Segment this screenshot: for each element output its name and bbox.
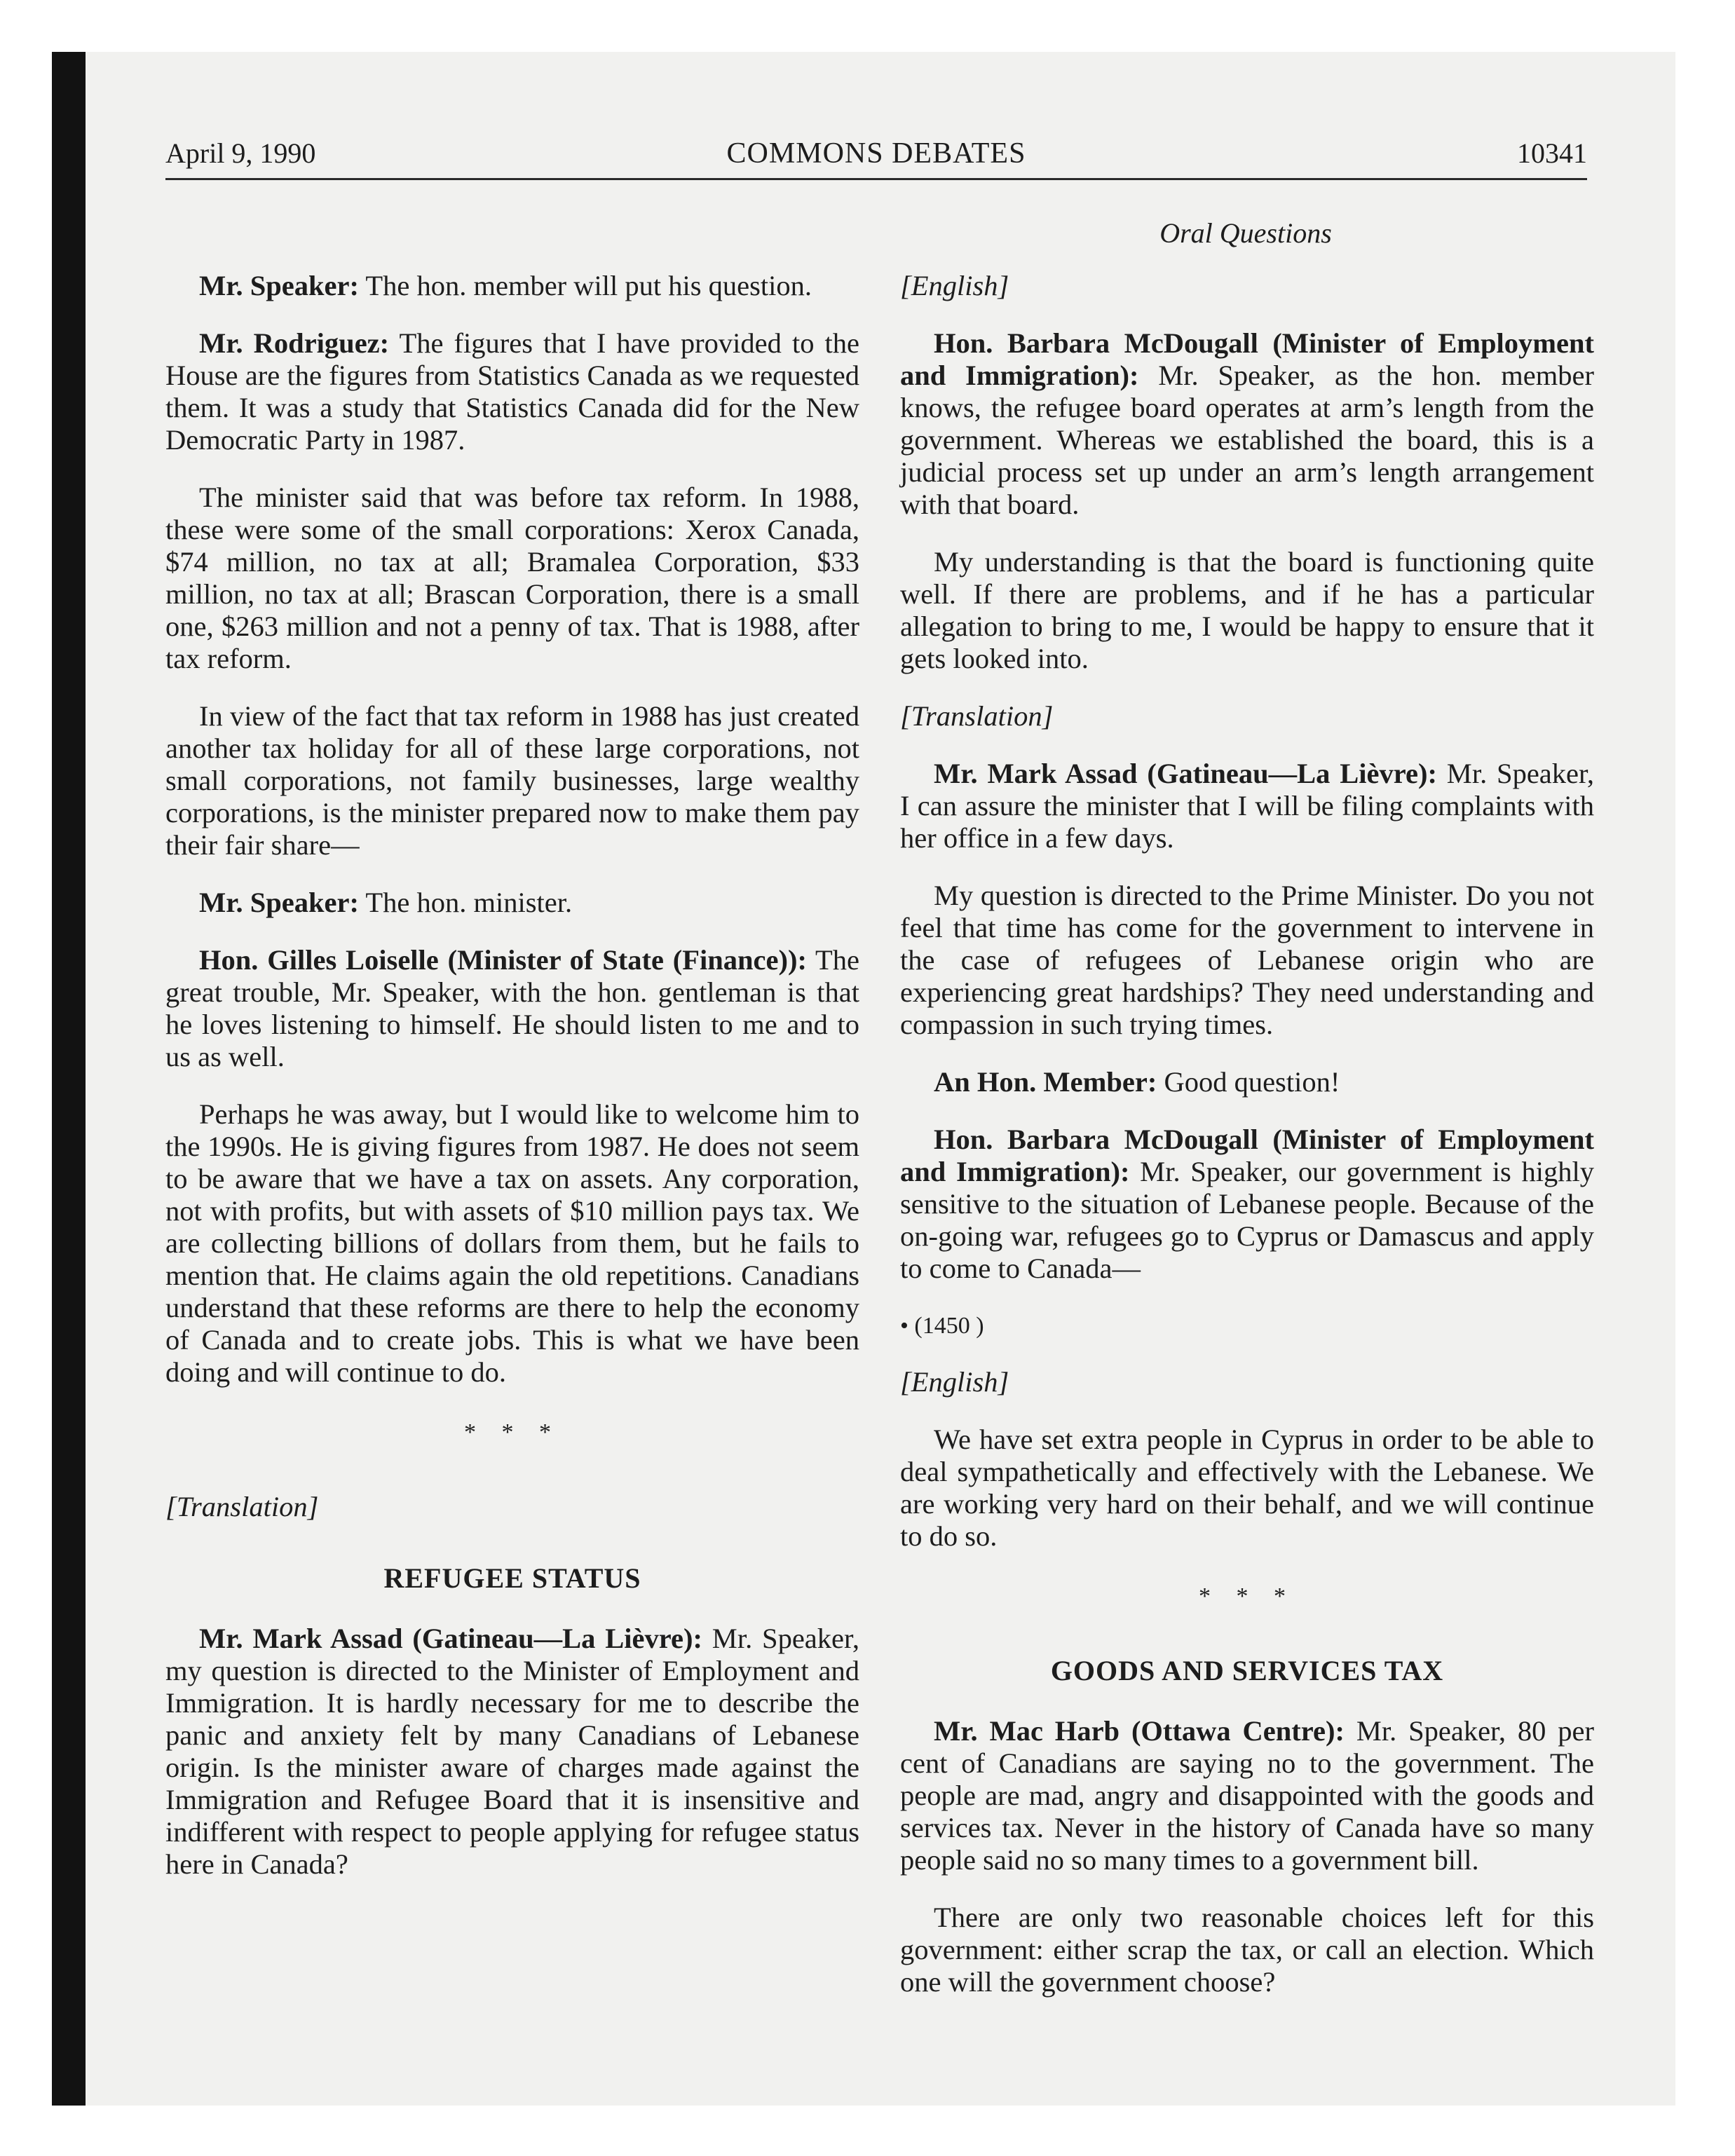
language-tag: [English] — [900, 270, 1009, 301]
header-date: April 9, 1990 — [165, 137, 316, 169]
speech-text: The hon. minister. — [358, 887, 573, 918]
paragraph: In view of the fact that tax reform in 1988 has just created another tax holiday for all of these large corporations, not small corporations, not family businesses, large wealthy corporations, is the minister prepared now to make them pay their fair share— — [165, 700, 859, 861]
binding-shadow — [52, 52, 86, 2106]
speaker-name: An Hon. Member: — [934, 1066, 1157, 1098]
paragraph — [900, 1124, 1594, 1285]
paragraph — [165, 887, 859, 919]
speaker-name: Mr. Mac Harb (Ottawa Centre): — [934, 1715, 1345, 1747]
section-separator: * * * — [464, 1419, 561, 1445]
language-tag: [English] — [900, 1366, 1009, 1398]
subject-heading: GOODS AND SERVICES TAX — [1050, 1655, 1444, 1686]
speaker-name: Hon. Barbara McDougall (Minister of Employment and Immigration): — [900, 1124, 1594, 1187]
speech-text: The hon. member will put his question. — [358, 270, 812, 301]
section-title: Oral Questions — [1159, 217, 1332, 249]
speech-text: The great trouble, Mr. Speaker, with the hon. gentleman is that he loves listening to himself. He should listen to me and to us as well. — [165, 944, 859, 1072]
subject-heading: REFUGEE STATUS — [383, 1562, 641, 1594]
speech-text: Mr. Speaker, my question is directed to the Minister of Employment and Immigration. It is hardly necessary for me to describe the panic and anxiety felt by many Canadians of Lebanese origin. Is the minister aware of charges made against the Immigration and Refugee Board that it is insensitive and indifferent with respect to people applying for refugee status here in Canada? — [165, 1623, 859, 1880]
language-tag: [Translation] — [165, 1491, 319, 1522]
paragraph — [165, 270, 859, 302]
paragraph: We have set extra people in Cyprus in order to be able to deal sympathetically and effectively with the Lebanese. We are working very hard on their behalf, and we will continue to do so. — [900, 1424, 1594, 1552]
header-title: COMMONS DEBATES — [726, 137, 1026, 170]
speech-text: Mr. Speaker, as the hon. member knows, the refugee board operates at arm’s length from the government. Whereas we established the board, this is a judicial process set up under an arm’s length arrangement with that board. — [900, 360, 1594, 520]
paragraph — [165, 944, 859, 1073]
speaker-name: Mr. Rodriguez: — [199, 327, 390, 359]
paragraph: There are only two reasonable choices left for this government: either scrap the tax, or call an election. Which one will the government choose? — [900, 1902, 1594, 1998]
language-tag: [Translation] — [900, 700, 1054, 732]
speech-text: Good question! — [1157, 1066, 1340, 1098]
speech-text: Mr. Speaker, our government is highly sensitive to the situation of Lebanese people. Because of the on-going war, refugees go to Cyprus or Damascus and apply to come to Canada— — [900, 1156, 1595, 1284]
paragraph — [900, 1066, 1594, 1098]
paragraph — [900, 1715, 1594, 1876]
right-column — [900, 270, 1594, 2024]
speech-text: The figures that I have provided to the House are the figures from Statistics Canada as we requested them. It was a study that Statistics Canada did for the New Democratic Party in 1987. — [165, 327, 859, 456]
paragraph — [165, 327, 859, 456]
speaker-name: Hon. Barbara McDougall (Minister of Employment and Immigration): — [900, 327, 1594, 391]
running-header — [165, 135, 1587, 178]
speaker-name: Mr. Speaker: — [199, 270, 359, 301]
page-number: 10341 — [1517, 137, 1587, 169]
left-column — [165, 270, 859, 1906]
paragraph: My understanding is that the board is functioning quite well. If there are problems, and if he has a particular allegation to bring to me, I would be happy to ensure that it gets looked into. — [900, 546, 1594, 674]
header-rule — [165, 178, 1587, 180]
paragraph — [900, 327, 1594, 521]
speaker-name: Mr. Mark Assad (Gatineau—La Lièvre): — [934, 758, 1437, 789]
paragraph — [900, 758, 1594, 854]
paragraph: The minister said that was before tax reform. In 1988, these were some of the small corporations: Xerox Canada, $74 million, no tax at all; Bramalea Corporation, $33 million, no tax at all; Brascan Corporation, there is a small one, $263 million and not a penny of tax. That is 1988, after tax reform. — [165, 482, 859, 674]
paragraph: Perhaps he was away, but I would like to welcome him to the 1990s. He is giving figures from 1987. He does not seem to be aware that we have a tax on assets. Any corporation, not with profits, but with assets of $10 million pays tax. We are collecting billions of dollars from them, but he fails to mention that. He claims again the old repetitions. Canadians understand that these reforms are there to help the economy of Canada and to create jobs. This is what we have been doing and will continue to do. — [165, 1098, 859, 1388]
speaker-name: Mr. Mark Assad (Gatineau—La Lièvre): — [199, 1623, 702, 1654]
paragraph — [165, 1623, 859, 1881]
paragraph: My question is directed to the Prime Minister. Do you not feel that time has come for the government to intervene in the case of refugees of Lebanese origin who are experiencing great hardships? They need understanding and compassion in such trying times. — [900, 880, 1594, 1040]
speech-text: Mr. Speaker, I can assure the minister that I will be filing complaints with her office in a few days. — [900, 758, 1594, 854]
speaker-name: Mr. Speaker: — [199, 887, 359, 918]
speaker-name: Hon. Gilles Loiselle (Minister of State (Finance)): — [199, 944, 807, 976]
speech-text: Mr. Speaker, 80 per cent of Canadians are saying no to the government. The people are mad, angry and disappointed with the goods and services tax. Never in the history of Canada have so many people said no so many times to a government bill. — [900, 1715, 1594, 1876]
timestamp: • (1450 ) — [900, 1313, 984, 1339]
section-separator: * * * — [1199, 1583, 1295, 1609]
